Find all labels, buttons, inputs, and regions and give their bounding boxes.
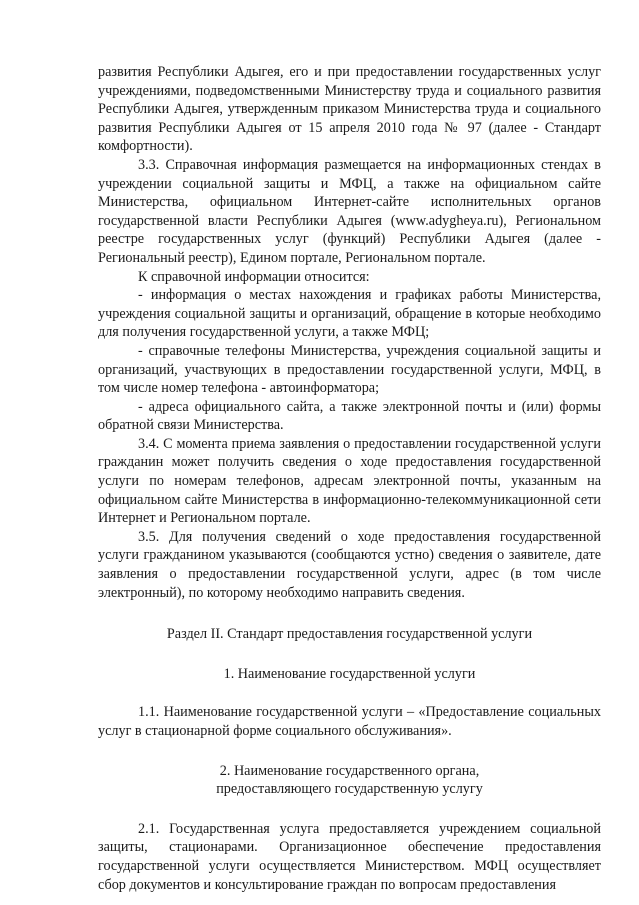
paragraph-3-4: 3.4. С момента приема заявления о предоставлении государственной услуги гражданин может получить сведения о ходе предоставления государственной услуги по номерам телефонов, адресам электронной почты, указанным на официальном сайте Министерства в информационно-телекоммуникационной сети Интернет и Региональном портале. — [98, 435, 601, 527]
subsection-heading-1: 1. Наименование государственной услуги — [223, 665, 476, 682]
paragraph-3-3: 3.3. Справочная информация размещается на информационных стендах в учреждении социальной защиты и МФЦ, а также на официальном сайте Министерства, официальном Интернет-сайте исполнительных органов государственной власти Республики Адыгея (www.adygheya.ru), Региональном реестре государственных услуг (функций) Республики Адыгея (далее - Региональный реестр), Едином портале, Региональном портале. — [98, 156, 601, 266]
paragraph-1-1: 1.1. Наименование государственной услуги – «Предоставление социальных услуг в стационарной форме социального обслуживания». — [98, 704, 601, 739]
subsection-heading-2-line1: 2. Наименование государственного органа, — [219, 762, 480, 779]
list-item-phones: - справочные телефоны Министерства, учреждения социальной защиты и организаций, участвующих в предоставлении государственной услуги, МФЦ, в том числе номер телефона - автоинформатора; — [98, 342, 601, 397]
paragraph-3-5: 3.5. Для получения сведений о ходе предоставления государственной услуги гражданином указываются (сообщаются устно) сведения о заявителе, дате заявления о предоставлении государственной услуги, адрес (в том числе электронный), по которому необходимо направить сведения. — [98, 528, 601, 601]
list-item-addresses: - адреса официального сайта, а также электронной почты и (или) формы обратной связи Министерства. — [98, 398, 601, 434]
paragraph-standard-comfort: развития Республики Адыгея, его и при предоставлении государственных услуг учреждениями, подведомственными Министерству труда и социального развития Республики Адыгея, утвержденным приказом Министерства труда и социального развития Республики Адыгея от 15 апреля 2010 года № 97 (далее - Стандарт комфортности). — [98, 64, 601, 155]
paragraph-2-1: 2.1. Государственная услуга предоставляется учреждением социальной защиты, стационарами. Организационное обеспечение предоставления государственной услуги осуществляется Министерством. МФЦ осуществляет сбор документов и консультирование граждан по вопросам предоставления — [98, 820, 601, 893]
paragraph-reference-info-intro: К справочной информации относится: — [138, 268, 370, 285]
document-body — [98, 63, 601, 894]
subsection-heading-2-line2: предоставляющего государственную услугу — [216, 781, 483, 798]
list-item-locations: - информация о местах нахождения и графиках работы Министерства, учреждения социальной защиты и организаций, обращение в которые необходимо для получения государственной услуги, а также МФЦ; — [98, 287, 601, 341]
section-heading: Раздел II. Стандарт предоставления государственной услуги — [166, 626, 533, 643]
